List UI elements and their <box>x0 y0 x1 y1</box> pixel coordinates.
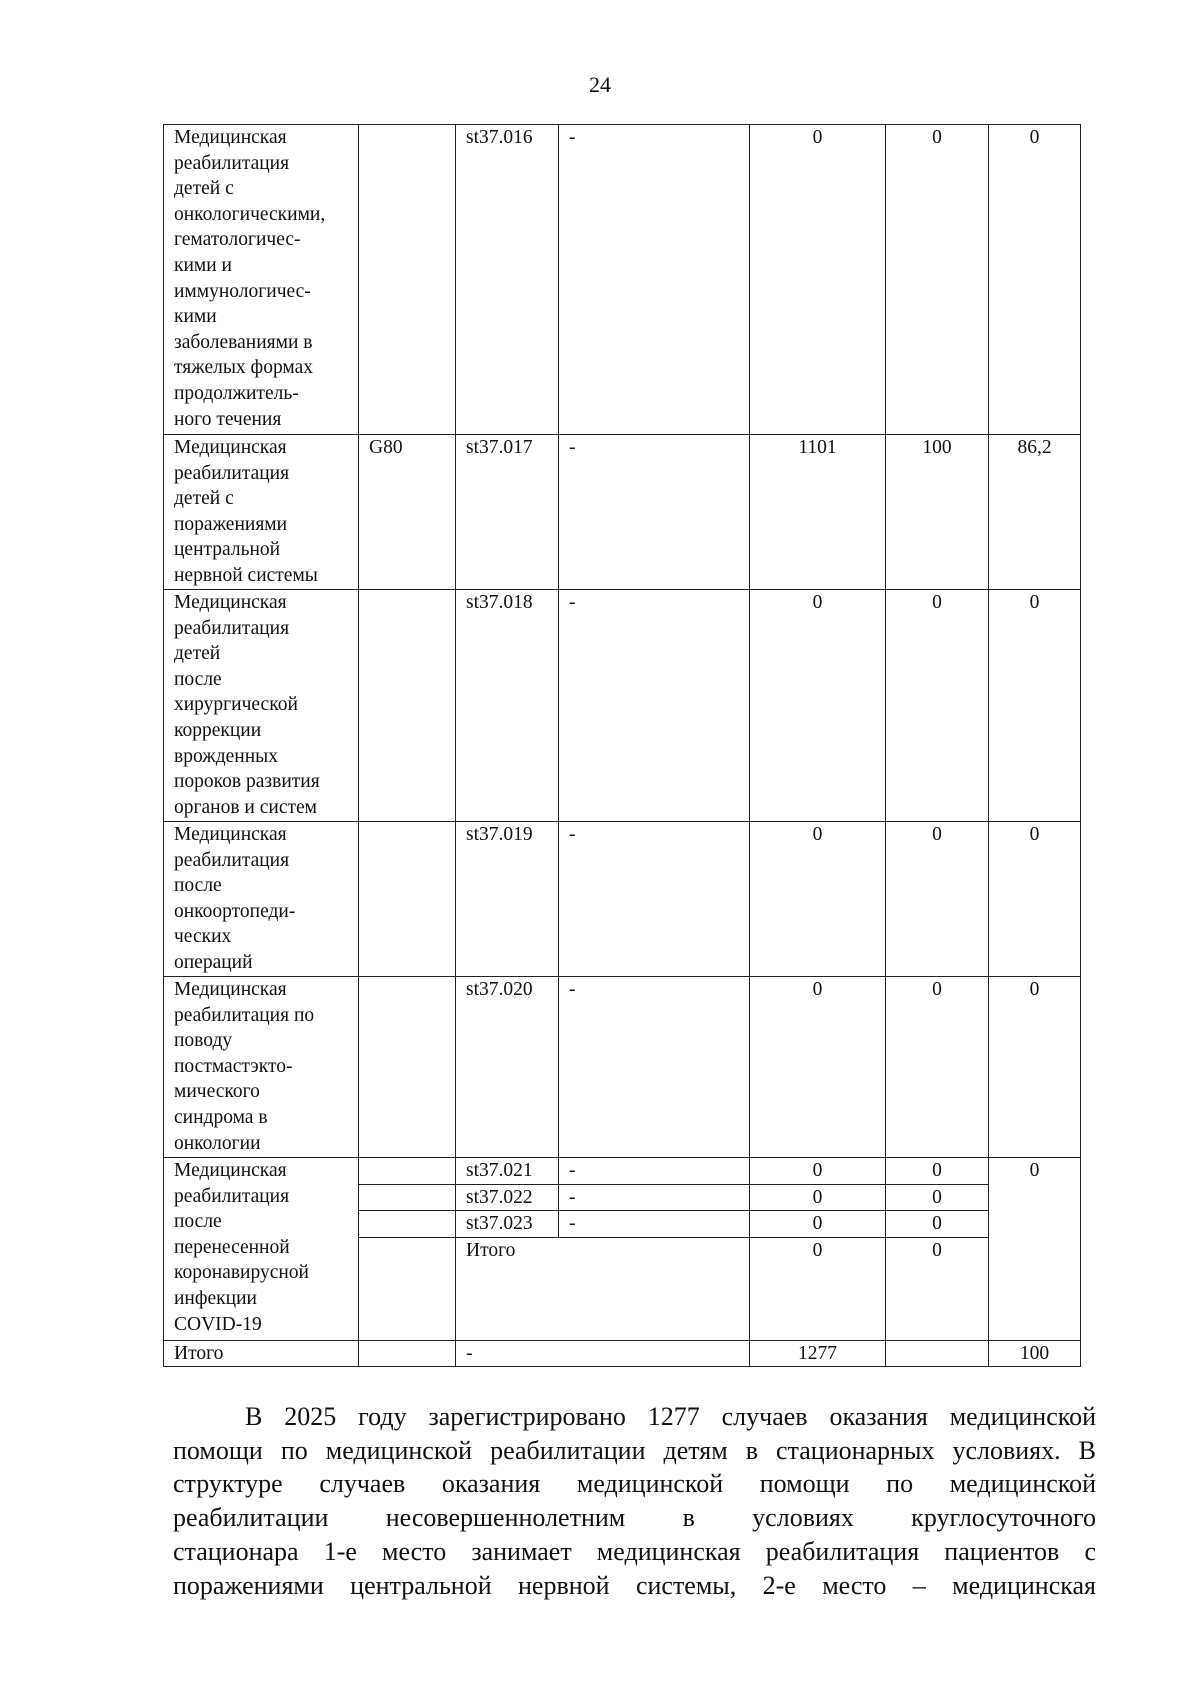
mkb-cell <box>359 1158 456 1185</box>
paragraph-line: структуре случаев оказания медицинской помощи по медицинской <box>173 1469 1096 1499</box>
table-row <box>164 977 1081 1158</box>
dash-cell: - <box>559 1211 750 1238</box>
dash-cell: - <box>559 1158 750 1185</box>
row-name: Медицинская реабилитация детей с онкологическими, гематологичес- кими и иммунологичес- кими заболеваниями в тяжелых формах продолжитель- ного течения <box>164 125 359 435</box>
mkb-cell <box>359 1340 456 1367</box>
value-cell: 0 <box>989 822 1081 977</box>
value-cell: 0 <box>886 590 989 822</box>
paragraph-line: помощи по медицинской реабилитации детям в стационарных условиях. В <box>173 1435 1096 1465</box>
mkb-cell: G80 <box>359 435 456 590</box>
mkb-cell <box>359 125 456 435</box>
total-row <box>164 1340 1081 1367</box>
mkb-cell <box>359 1211 456 1238</box>
dash-cell: - <box>559 1184 750 1211</box>
value-cell: 0 <box>886 822 989 977</box>
value-cell: 0 <box>750 590 886 822</box>
code-cell: st37.023 <box>456 1211 559 1238</box>
mkb-cell <box>359 822 456 977</box>
total-label: Итого <box>164 1340 359 1367</box>
row-name: Медицинская реабилитация после перенесенной коронавирусной инфекции COVID-19 <box>164 1158 359 1341</box>
code-cell: - <box>456 1340 750 1367</box>
code-cell: st37.019 <box>456 822 559 977</box>
row-name: Медицинская реабилитация детей после хирургической коррекции врожденных пороков развития органов и систем <box>164 590 359 822</box>
dash-cell: - <box>559 125 750 435</box>
value-cell: 86,2 <box>989 435 1081 590</box>
subtotal-label: Итого <box>456 1237 750 1340</box>
paragraph-line: реабилитации несовершеннолетним в условиях круглосуточного <box>173 1503 1096 1533</box>
value-cell: 0 <box>750 125 886 435</box>
dash-cell: - <box>559 435 750 590</box>
covid-subrow <box>164 1158 1081 1185</box>
value-cell: 100 <box>989 1340 1081 1367</box>
value-cell: 0 <box>750 1158 886 1185</box>
table-row <box>164 435 1081 590</box>
table-row <box>164 125 1081 435</box>
value-cell: 0 <box>750 822 886 977</box>
value-cell: 0 <box>750 1184 886 1211</box>
value-cell: 0 <box>886 1184 989 1211</box>
value-cell: 0 <box>886 1211 989 1238</box>
code-cell: st37.017 <box>456 435 559 590</box>
row-name: Медицинская реабилитация после онкоортопеди- ческих операций <box>164 822 359 977</box>
paragraph-line: стационара 1-е место занимает медицинская реабилитация пациентов с <box>173 1536 1096 1566</box>
code-cell: st37.018 <box>456 590 559 822</box>
code-cell: st37.022 <box>456 1184 559 1211</box>
value-cell: 0 <box>989 1158 1081 1341</box>
value-cell: 0 <box>989 125 1081 435</box>
mkb-cell <box>359 977 456 1158</box>
code-cell: st37.021 <box>456 1158 559 1185</box>
value-cell: 0 <box>886 977 989 1158</box>
mkb-cell <box>359 590 456 822</box>
code-cell: st37.020 <box>456 977 559 1158</box>
page-number: 24 <box>589 72 611 97</box>
row-name: Медицинская реабилитация детей с поражениями центральной нервной системы <box>164 435 359 590</box>
row-name: Медицинская реабилитация по поводу постмастэкто- мического синдрома в онкологии <box>164 977 359 1158</box>
value-cell: 1277 <box>750 1340 886 1367</box>
value-cell: 0 <box>886 125 989 435</box>
dash-cell: - <box>559 822 750 977</box>
table-row <box>164 822 1081 977</box>
value-cell: 0 <box>886 1158 989 1185</box>
paragraph-line: В 2025 году зарегистрировано 1277 случаев оказания медицинской <box>245 1402 1096 1431</box>
value-cell: 0 <box>750 1211 886 1238</box>
paragraph-line: поражениями центральной нервной системы, 2-е место – медицинская <box>173 1570 1096 1600</box>
code-cell: st37.016 <box>456 125 559 435</box>
body-paragraph <box>173 1400 1096 1602</box>
value-cell: 1101 <box>750 435 886 590</box>
rehab-table <box>163 124 1081 1367</box>
mkb-cell <box>359 1184 456 1211</box>
value-cell: 0 <box>750 977 886 1158</box>
dash-cell: - <box>559 590 750 822</box>
value-cell: 0 <box>886 1237 989 1340</box>
value-cell: 0 <box>989 977 1081 1158</box>
table-row <box>164 590 1081 822</box>
mkb-cell <box>359 1237 456 1340</box>
value-cell: 0 <box>750 1237 886 1340</box>
dash-cell: - <box>559 977 750 1158</box>
value-cell: 100 <box>886 435 989 590</box>
value-cell: 0 <box>989 590 1081 822</box>
value-cell <box>886 1340 989 1367</box>
